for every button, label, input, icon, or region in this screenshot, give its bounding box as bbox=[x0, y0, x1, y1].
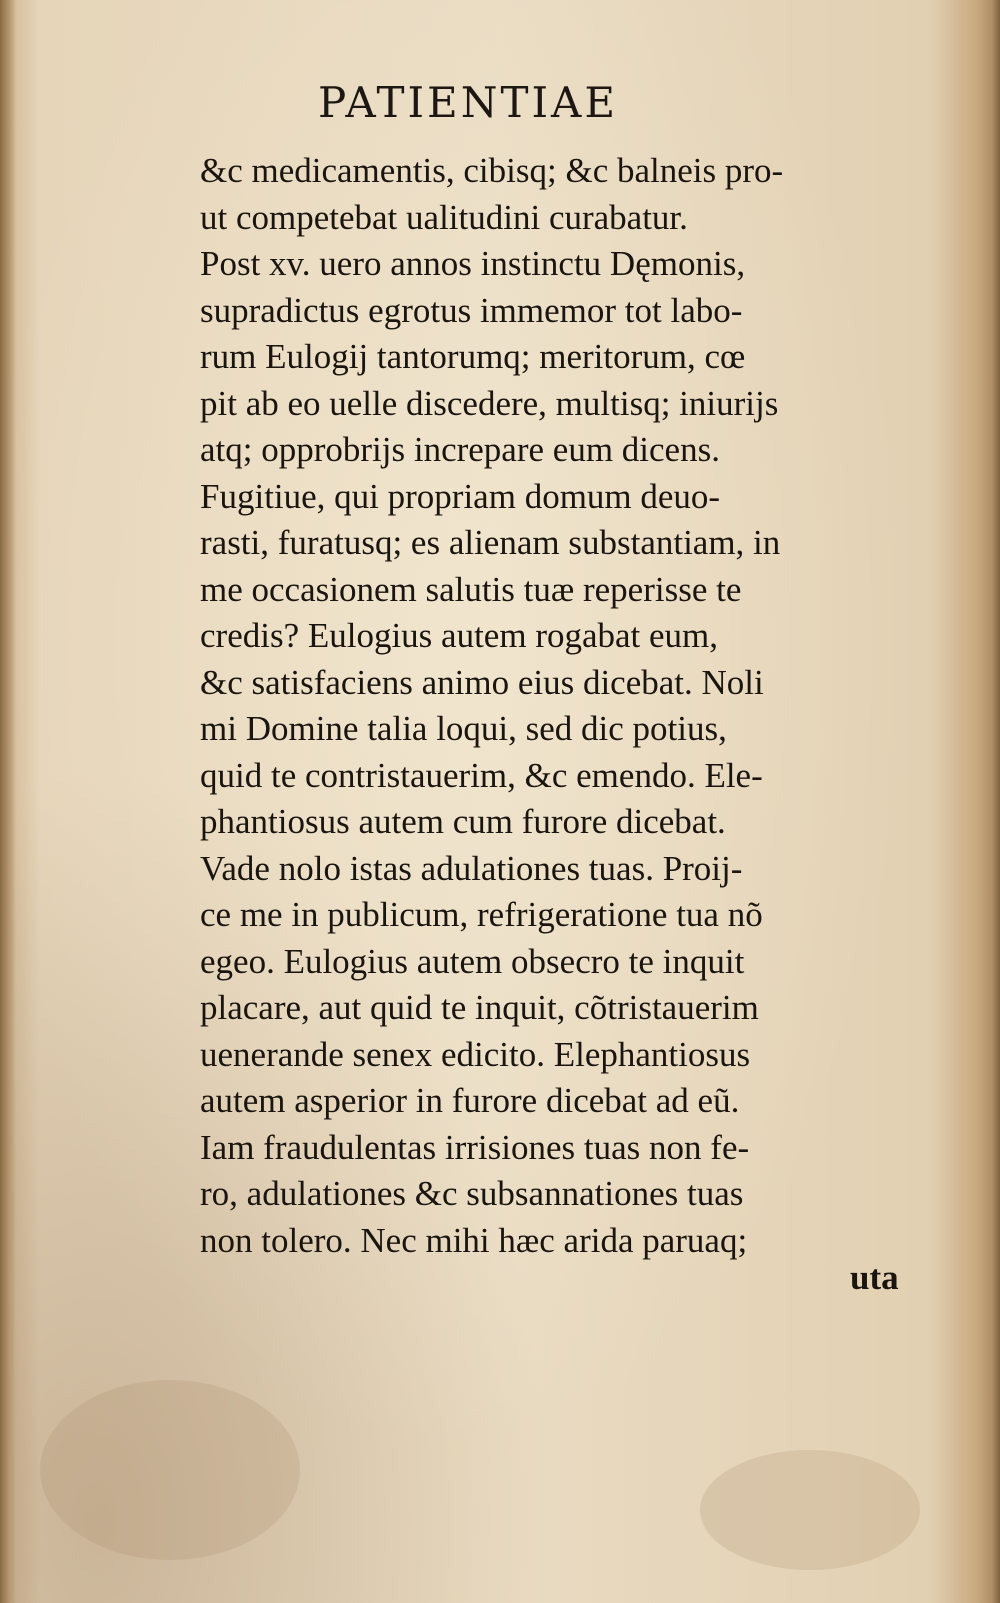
text-line: quid te contristauerim, &c emendo. Ele- bbox=[200, 755, 763, 795]
text-line: rasti, furatusq; es alienam substantiam, in bbox=[200, 523, 781, 562]
paper-stain bbox=[700, 1450, 920, 1570]
text-line: ro, adulationes &c subsannationes tuas bbox=[200, 1174, 744, 1213]
text-line: egeo. Eulogius autem obsecro te inquit bbox=[200, 941, 745, 981]
text-line: &c satisfaciens animo eius dicebat. Noli bbox=[200, 662, 764, 702]
text-line: Iam fraudulentas irrisiones tuas non fe- bbox=[200, 1127, 750, 1167]
text-line: me occasionem salutis tuæ reperisse te bbox=[200, 569, 742, 609]
text-line: supradictus egrotus immemor tot labo- bbox=[200, 290, 743, 330]
text-line: placare, aut quid te inquit, cõtristauerim bbox=[200, 988, 759, 1027]
text-line: autem asperior in furore dicebat ad eũ. bbox=[200, 1081, 740, 1120]
text-line: non tolero. Nec mihi hæc arida paruaq; bbox=[200, 1220, 748, 1260]
text-line: mi Domine talia loqui, sed dic potius, bbox=[200, 709, 727, 748]
running-head: PATIENTIAE bbox=[318, 78, 619, 127]
text-line: ce me in publicum, refrigeratione tua nõ bbox=[200, 895, 763, 934]
text-line: atq; opprobrijs increpare eum dicens. bbox=[200, 430, 720, 469]
text-line: Fugitiue, qui propriam domum deuo- bbox=[200, 476, 721, 516]
text-line: Vade nolo istas adulationes tuas. Proij- bbox=[200, 848, 743, 888]
text-line: ut competebat ualitudini curabatur. bbox=[200, 197, 688, 237]
page-edge-right bbox=[986, 0, 1000, 1603]
paper-stain bbox=[40, 1380, 300, 1560]
text-line: &c medicamentis, cibisq; &c balneis pro- bbox=[200, 151, 784, 190]
text-line: rum Eulogij tantorumq; meritorum, cœ bbox=[200, 337, 746, 376]
text-line: credis? Eulogius autem rogabat eum, bbox=[200, 616, 719, 655]
body-text bbox=[200, 148, 920, 1264]
text-line: uenerande senex edicito. Elephantiosus bbox=[200, 1034, 751, 1074]
page-edge-left bbox=[0, 0, 16, 1603]
text-line: pit ab eo uelle discedere, multisq; iniurijs bbox=[200, 383, 779, 423]
text-line: Post xv. uero annos instinctu Dęmonis, bbox=[200, 244, 746, 283]
catchword: uta bbox=[850, 1258, 899, 1297]
text-line: phantiosus autem cum furore dicebat. bbox=[200, 802, 726, 841]
